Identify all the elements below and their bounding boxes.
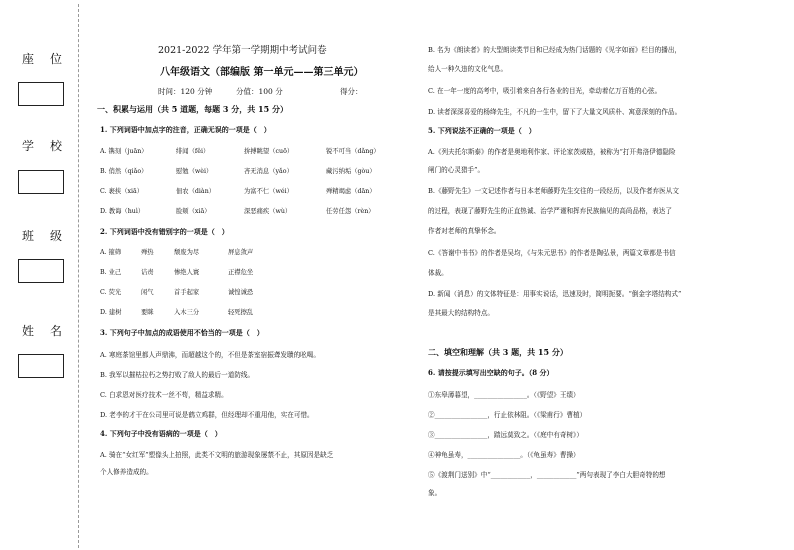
q1-option: 绯闻（fěi） bbox=[176, 148, 210, 155]
q4-option-d: D. 读者深深喜爱的杨绛先生，不凡的一生中，留下了大量文风质朴、寓意深刻的作品。 bbox=[428, 108, 682, 116]
q2-option: 颓废为尽 bbox=[174, 249, 200, 256]
exam-score: 得分： bbox=[340, 87, 363, 96]
q1-option: A. 镌刻（juān） bbox=[100, 148, 148, 155]
q4-option-b-cont: 给人一种久违的文化气息。 bbox=[428, 65, 508, 73]
question-3: 3. 下列句子中加点的成语使用不恰当的一项是（ ） bbox=[100, 328, 264, 337]
q1-option: 拚搏眺望（cuō） bbox=[244, 148, 294, 155]
question-2: 2. 下列词语中没有错别字的一项是（ ） bbox=[100, 227, 229, 236]
q1-option: 脸颊（xiā） bbox=[176, 208, 211, 215]
q2-option: 诚惶诚恐 bbox=[228, 289, 254, 296]
exam-time: 时间：120 分钟 bbox=[158, 87, 213, 96]
q1-option: 佃农（diàn） bbox=[176, 188, 216, 195]
q1-option: B. 俏然（qiǎo） bbox=[100, 168, 148, 175]
q1-option: 锐不可当（dǎng） bbox=[326, 148, 380, 155]
q2-option: 首手起家 bbox=[174, 289, 200, 296]
q2-option: 轻死擦乱 bbox=[228, 309, 254, 316]
q3-option-a: A. 寒庭茶馆里都人声鼎沸，而超越这个的，不但是茶室宿振聋发聩的吆喝。 bbox=[100, 351, 320, 359]
q3-option-b: B. 我军以摧枯拉朽之势打败了敌人的最后一道防线。 bbox=[100, 371, 255, 379]
fill-blank-1: ①东皋薄暮望，________________。（《野望》王绩） bbox=[428, 391, 580, 399]
school-box[interactable] bbox=[18, 170, 64, 194]
q5-option-c: C.《答谢中书书》的作者是吴均，《与朱元思书》的作者是陶弘景，两篇文章都是书信 bbox=[428, 249, 676, 257]
q2-option: 正襟危坐 bbox=[228, 269, 254, 276]
fill-blank-5-cont: 象。 bbox=[428, 489, 442, 497]
q1-option: 为富不仁（wéi） bbox=[244, 188, 293, 195]
q1-option: 吝无消息（yǎo） bbox=[244, 168, 293, 175]
name-box[interactable] bbox=[18, 354, 64, 378]
question-6: 6. 请按提示填写出空缺的句子。（8 分） bbox=[428, 368, 554, 377]
q3-option-d: D. 老李的才干在公司里可说是鹤立鸡群，但经理却不重用他，实在可惜。 bbox=[100, 411, 314, 419]
q5-option-b: B.《藤野先生》一文记述作者与日本老师藤野先生交往的一段经历，以及作者弃医从文 bbox=[428, 187, 679, 195]
q5-option-b-cont: 作者对老师的真挚怀念。 bbox=[428, 227, 501, 235]
q4-option-b: B. 名为《朗读者》的大型朗读类节目和已经成为热门话题的《见字如面》栏目的播出， bbox=[428, 46, 682, 54]
q5-option-a: A.《列夫托尔斯泰》的作者是奥地利作家、评论家茨威格，被称为“打开弗洛伊德隐险 bbox=[428, 148, 676, 156]
q2-option: 入木三分 bbox=[174, 309, 200, 316]
q2-option: 惨绝人寰 bbox=[174, 269, 200, 276]
exam-subtitle: 八年级语文（部编版 第一单元——第三单元） bbox=[160, 67, 364, 78]
q5-option-c-cont: 体裁。 bbox=[428, 269, 448, 277]
q4-option-a-cont: 个人修养造成的。 bbox=[100, 468, 153, 476]
q2-option: 诘责 bbox=[141, 269, 154, 276]
q5-option-d: D. 新闻（消息）的文体特征是：用事实说话，迅速及时，简明扼要。“倒金字塔结构式” bbox=[428, 290, 682, 298]
class-label: 班级 bbox=[22, 229, 79, 243]
exam-total-score: 分值：100 分 bbox=[236, 87, 283, 96]
q4-option-c: C. 在一年一度的高考中，吸引着来自各行各业的目光，牵动着亿万百姓的心弦。 bbox=[428, 87, 662, 95]
name-label: 姓名 bbox=[22, 324, 79, 338]
q3-option-c: C. 白求恩对医疗技术一丝不苟，精益求精。 bbox=[100, 391, 228, 399]
q1-option: 深恶痛疾（wù） bbox=[244, 208, 292, 215]
q2-option: A. 箍筛 bbox=[100, 249, 122, 256]
fill-blank-3: ③________________，踏远莫致之。（《庭中有奇树》） bbox=[428, 431, 583, 439]
section-1-heading: 一、积累与运用（共 5 道题，每题 3 分，共 15 分） bbox=[97, 104, 288, 114]
q2-option: 要眯 bbox=[141, 309, 154, 316]
seat-label: 座位 bbox=[22, 52, 79, 66]
q1-option: 慰勉（wèi） bbox=[176, 168, 213, 175]
section-2-heading: 二、填空和理解（共 3 题，共 15 分） bbox=[428, 347, 568, 357]
q2-option: D. 建树 bbox=[100, 309, 122, 316]
fill-blank-4: ④神龟虽寿，________________。（《龟虽寿》曹操） bbox=[428, 451, 580, 459]
fill-blank-5: ⑤《渡荆门送别》中“____________，____________”两句表现了李白大胆奇特的想 bbox=[428, 471, 666, 479]
question-4: 4. 下列句子中没有语病的一项是（ ） bbox=[100, 429, 222, 438]
question-5: 5. 下列说法不正确的一项是（ ） bbox=[428, 126, 536, 135]
q5-option-a-cont: 闸门的心灵猎手”。 bbox=[428, 166, 485, 174]
q2-option: 闲气 bbox=[141, 289, 154, 296]
q1-option: C. 裹挟（xiā） bbox=[100, 188, 144, 195]
q1-option: 殚精竭虑（dān） bbox=[326, 188, 376, 195]
q1-option: 藏污纳垢（gòu） bbox=[326, 168, 376, 175]
q2-option: 屏息敛声 bbox=[228, 249, 254, 256]
q5-option-d-cont: 是其最大的结构特点。 bbox=[428, 309, 494, 317]
fill-blank-2: ②________________，行止依林阻。（《梁甫行》曹植） bbox=[428, 411, 587, 419]
exam-title: 2021-2022 学年第一学期期中考试问卷 bbox=[158, 45, 327, 56]
q1-option: 任劳任怨（rèn） bbox=[326, 208, 375, 215]
q2-option: 殚热 bbox=[141, 249, 154, 256]
q2-option: C. 荧光 bbox=[100, 289, 122, 296]
school-label: 学校 bbox=[22, 139, 79, 153]
q1-option: D. 教诲（huì） bbox=[100, 208, 145, 215]
seat-box[interactable] bbox=[18, 82, 64, 106]
q4-option-a: A. 骑在“女红军”塑像头上拍照，此类不文明的旅游现象屡禁不止，其原因是缺乏 bbox=[100, 451, 334, 459]
q2-option: B. 业己 bbox=[100, 269, 122, 276]
question-1: 1. 下列词语中加点字的注音，正确无误的一项是（ ） bbox=[100, 125, 271, 134]
fold-line bbox=[78, 4, 79, 548]
q5-option-b-cont: 的过程，表现了藤野先生的正直热诚、治学严谨和挥弃民族偏见的高尚品格，表达了 bbox=[428, 207, 672, 215]
class-box[interactable] bbox=[18, 259, 64, 283]
